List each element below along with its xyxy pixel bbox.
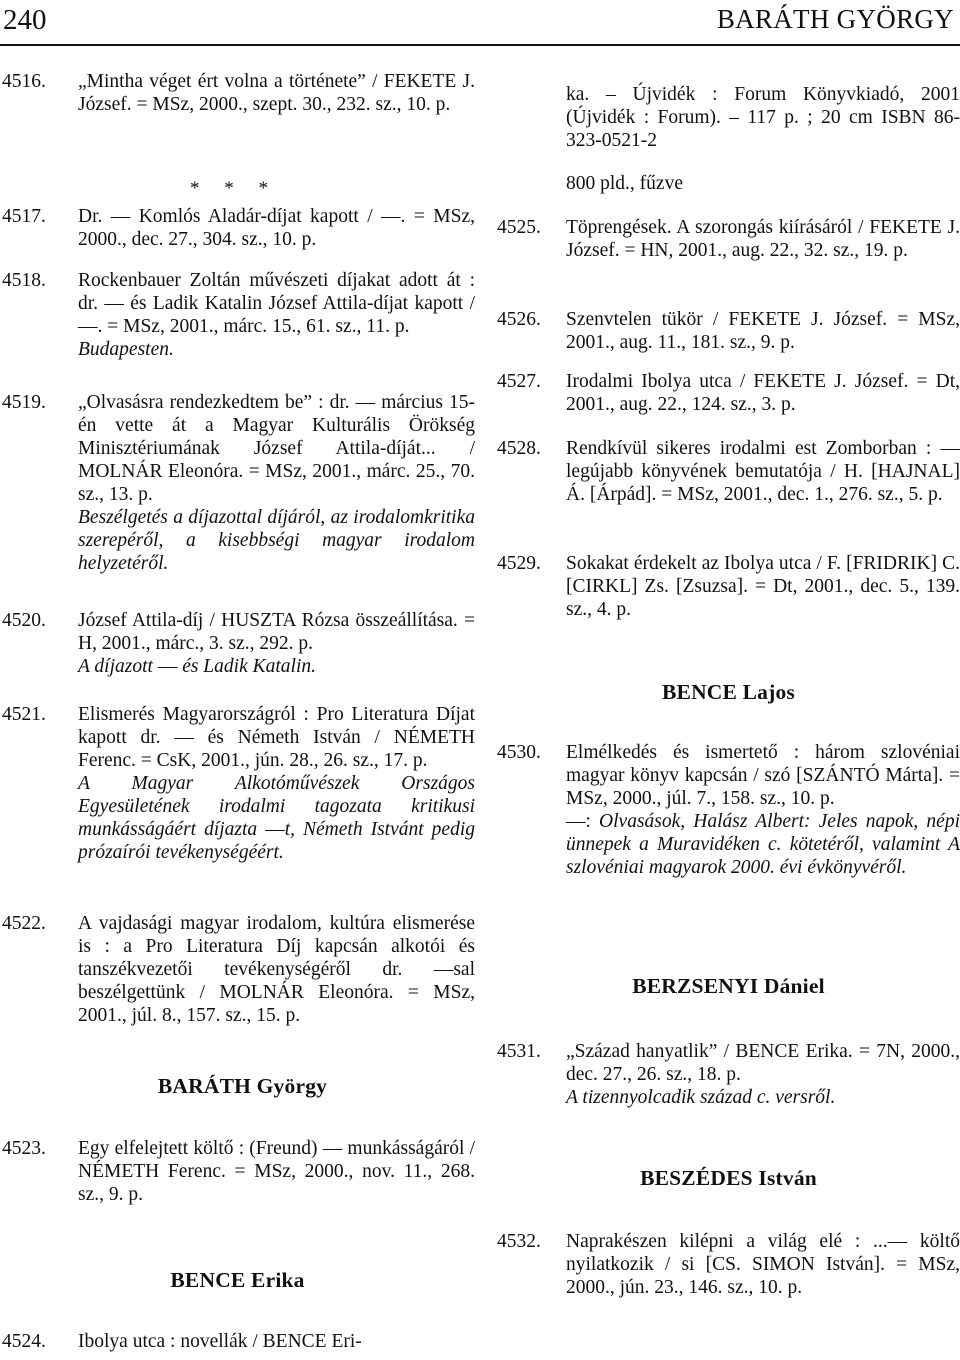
section-heading-barath: BARÁTH György bbox=[157, 1074, 328, 1098]
section-heading-beszedes: BESZÉDES István bbox=[640, 1166, 817, 1190]
entry-4531: 4531. „Század hanyatlik” / BENCE Erika. = 7N, 2000., dec. 27., 26. sz., 18. p. A tizennyolcadik század c. versről. bbox=[497, 1041, 960, 1108]
entry-4524-continuation: ka. – Újvidék : Forum Könyvkiadó, 2001 (Újvidék : Forum). – 117 p. ; 20 cm ISBN 86-323-0521-2 bbox=[566, 84, 960, 151]
entry-annotation: A tizennyolcadik század c. versről. bbox=[566, 1087, 836, 1108]
entry-4523: 4523. Egy elfelejtett költő : (Freund) ― munkásságáról / NÉMETH Ferenc. = MSz, 2000., nov. 11., 268. sz., 9. p. bbox=[2, 1138, 475, 1205]
running-head: BARÁTH GYÖRGY bbox=[716, 4, 954, 34]
entry-4522: 4522. A vajdasági magyar irodalom, kultúra elismerése is : a Pro Literatura Díj kapcsán alkotói és tanszékvezetői tevékenységéről dr. ―sal beszélgettünk / MOLNÁR Eleonóra. = MSz, 2001., júl. 8., 157. sz., 15. p. bbox=[2, 913, 475, 1026]
section-separator: * * * bbox=[190, 178, 278, 199]
entry-4525: 4525. Töprengések. A szorongás kiírásáról / FEKETE J. József. = HN, 2001., aug. 22., 32. sz., 19. p. bbox=[497, 217, 960, 261]
entry-annotation: A Magyar Alkotóművészek Országos Egyesületének irodalmi tagozata kritikusi munkásságáért díjazta ―t, Németh Istvánt pedig prózaírói tevékenységéért. bbox=[78, 773, 475, 863]
entry-4521: 4521. Elismerés Magyarországról : Pro Literatura Díjat kapott dr. ― és Németh István / NÉMETH Ferenc. = CsK, 2001., jún. 28., 26. sz., 17. p. A Magyar Alkotóművészek Országos Egyesületének irodalmi tagozata kritikusi munkásságáért díjazta ―t, Németh Istvánt pedig prózaírói tevékenységéért. bbox=[2, 704, 475, 863]
entry-4524: 4524. Ibolya utca : novellák / BENCE Eri- bbox=[2, 1331, 362, 1352]
entry-annotation: Budapesten. bbox=[78, 339, 174, 360]
entry-4526: 4526. Szenvtelen tükör / FEKETE J. József. = MSz, 2001., aug. 11., 181. sz., 9. p. bbox=[497, 309, 960, 353]
section-heading-bence-lajos: BENCE Lajos bbox=[661, 680, 796, 704]
entry-4517: 4517. Dr. ― Komlós Aladár-díjat kapott / ―. = MSz, 2000., dec. 27., 304. sz., 10. p. bbox=[2, 206, 475, 250]
entry-annotation: Beszélgetés a díjazottal díjáról, az irodalomkritika szerepéről, a kisebbségi magyar irodalom helyzetéről. bbox=[78, 507, 475, 574]
page-header bbox=[0, 0, 960, 46]
entry-4519: 4519. „Olvasásra rendezkedtem be” : dr. ― március 15-én vette át a Magyar Kulturális Örökség Minisztériumának József Attila-díját... / MOLNÁR Eleonóra. = MSz, 2001., márc. 25., 70. sz., 13. p. Beszélgetés a díjazottal díjáról, az irodalomkritika szerepéről, a kisebbségi magyar irodalom helyzetéről. bbox=[2, 392, 475, 574]
entry-4524-edition: 800 pld., fűzve bbox=[566, 173, 683, 194]
entry-annotation: ―: Olvasások, Halász Albert: Jeles napok, népi ünnepek a Muravidéken c. kötetéről, valamint A szlovéniai magyarok 2000. évi évkönyvéről. bbox=[566, 811, 960, 878]
entry-4527: 4527. Irodalmi Ibolya utca / FEKETE J. József. = Dt, 2001., aug. 22., 124. sz., 3. p. bbox=[497, 371, 960, 415]
section-heading-berzsenyi: BERZSENYI Dániel bbox=[632, 974, 825, 998]
entry-4520: 4520. József Attila-díj / HUSZTA Rózsa összeállítása. = H, 2001., márc., 3. sz., 292. p. A díjazott ― és Ladik Katalin. bbox=[2, 610, 475, 677]
entry-4516: 4516. „Mintha véget ért volna a története” / FEKETE J. József. = MSz, 2000., szept. 30., 232. sz., 10. p. bbox=[2, 71, 475, 115]
page-number: 240 bbox=[3, 4, 47, 36]
entry-4532: 4532. Naprakészen kilépni a világ elé : ...― költő nyilatkozik / si [CS. SIMON István]. = MSz, 2000., jún. 23., 146. sz., 10. p. bbox=[497, 1231, 960, 1298]
section-heading-bence-erika: BENCE Erika bbox=[170, 1268, 305, 1292]
entry-4528: 4528. Rendkívül sikeres irodalmi est Zomborban : ― legújabb könyvének bemutatója / H. [HAJNAL] Á. [Árpád]. = MSz, 2001., dec. 1., 276. sz., 5. p. bbox=[497, 438, 960, 505]
entry-4529: 4529. Sokakat érdekelt az Ibolya utca / F. [FRIDRIK] C. [CIRKL] Zs. [Zsuzsa]. = Dt, 2001., dec. 5., 139. sz., 4. p. bbox=[497, 553, 960, 620]
entry-annotation: A díjazott ― és Ladik Katalin. bbox=[78, 656, 316, 677]
entry-4530: 4530. Elmélkedés és ismertető : három szlovéniai magyar könyv kapcsán / szó [SZÁNTÓ Márta]. = MSz, 2000., júl. 7., 158. sz., 10. p. ―: Olvasások, Halász Albert: Jeles napok, népi ünnepek a Muravidéken c. kötetéről, valamint A szlovéniai magyarok 2000. évi évkönyvéről. bbox=[497, 742, 960, 878]
entry-4518: 4518. Rockenbauer Zoltán művészeti díjakat adott át : dr. ― és Ladik Katalin József Attila-díjat kapott / ―. = MSz, 2001., márc. 15., 61. sz., 11. p. Budapesten. bbox=[2, 270, 475, 360]
